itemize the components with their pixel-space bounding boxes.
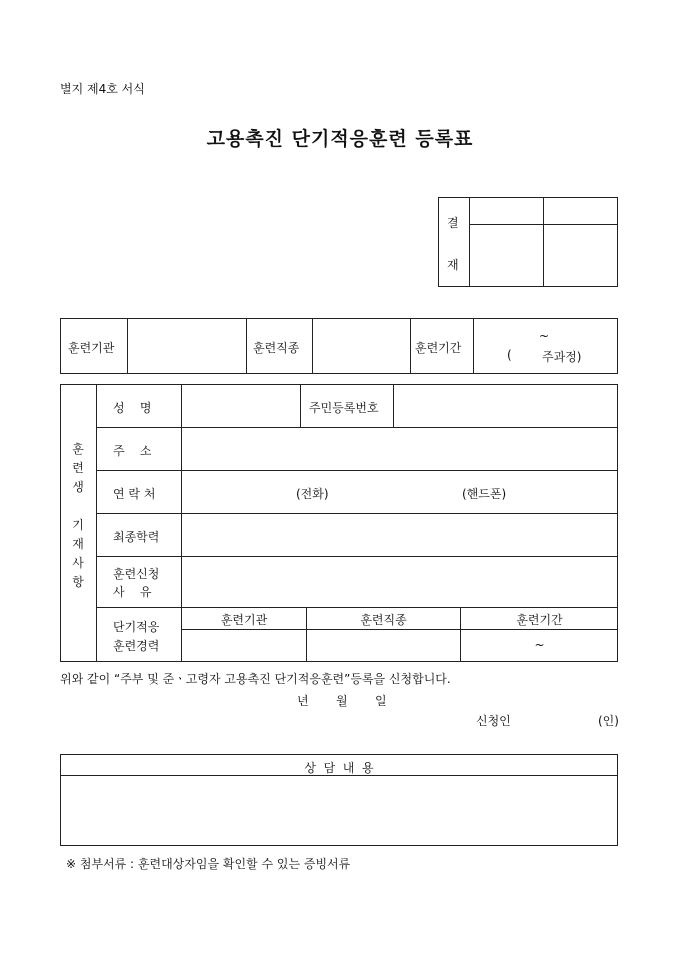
address-label: 주 소 bbox=[113, 444, 152, 458]
approval-sign-field-1[interactable] bbox=[470, 225, 542, 286]
consultation-header: 상 담 내 용 bbox=[304, 761, 374, 775]
application-reason-label-1: 훈련신청 bbox=[113, 567, 160, 581]
document-title: 고용촉진 단기적응훈련 등록표 bbox=[206, 128, 474, 150]
training-occupation-label: 훈련직종 bbox=[253, 341, 300, 355]
name-field[interactable] bbox=[182, 385, 299, 426]
education-label: 최종학력 bbox=[113, 530, 160, 544]
mobile-field[interactable] bbox=[340, 471, 458, 512]
address-field[interactable] bbox=[182, 428, 617, 469]
history-institution-field[interactable] bbox=[182, 630, 305, 661]
applicant-label: 신청인 bbox=[476, 714, 511, 728]
application-reason-label-2: 사 유 bbox=[113, 585, 152, 599]
resident-number-field[interactable] bbox=[394, 385, 617, 426]
history-header-occupation: 훈련직종 bbox=[360, 613, 407, 627]
application-reason-field[interactable] bbox=[182, 557, 617, 606]
phone-field[interactable] bbox=[182, 471, 292, 512]
training-history-label-1: 단기적응 bbox=[113, 620, 160, 634]
phone-label: (전화) bbox=[296, 487, 329, 501]
name-label: 성 명 bbox=[113, 401, 152, 415]
approval-label-bottom: 재 bbox=[447, 258, 459, 272]
seal-label: (인) bbox=[598, 714, 619, 728]
training-period-weeks: 주과정) bbox=[542, 350, 582, 364]
declaration-text: 위와 같이 “주부 및 준ㆍ고령자 고용촉진 단기적응훈련”등록을 신청합니다. bbox=[60, 672, 451, 686]
date-day-label: 일 bbox=[375, 694, 387, 708]
approval-sign-field-2[interactable] bbox=[544, 225, 617, 286]
history-occupation-field[interactable] bbox=[307, 630, 459, 661]
training-institution-label: 훈련기관 bbox=[68, 341, 115, 355]
date-year-label: 년 bbox=[297, 694, 309, 708]
form-number-label: 별지 제4호 서식 bbox=[60, 82, 145, 96]
consultation-content-field[interactable] bbox=[61, 776, 617, 845]
history-header-institution: 훈련기관 bbox=[220, 613, 268, 627]
resident-number-label: 주민등록번호 bbox=[309, 401, 379, 415]
applicant-name-field[interactable] bbox=[520, 708, 590, 728]
history-period-tilde: ~ bbox=[534, 638, 545, 652]
training-period-tilde: ~ bbox=[539, 329, 550, 343]
training-occupation-field[interactable] bbox=[313, 319, 409, 373]
attachment-note: ※ 첨부서류 : 훈련대상자임을 확인할 수 있는 증빙서류 bbox=[66, 857, 351, 871]
education-field[interactable] bbox=[182, 514, 617, 555]
history-header-period: 훈련기간 bbox=[516, 613, 563, 627]
trainee-section-side-label: 훈 련 생 기 재 사 항 bbox=[72, 442, 84, 589]
training-institution-field[interactable] bbox=[128, 319, 245, 373]
training-history-label-2: 훈련경력 bbox=[113, 639, 160, 653]
mobile-label: (핸드폰) bbox=[462, 487, 507, 501]
approval-label-top: 결 bbox=[447, 216, 459, 230]
contact-label: 연 락 처 bbox=[113, 487, 156, 501]
date-month-label: 월 bbox=[336, 694, 348, 708]
training-period-label: 훈련기간 bbox=[415, 341, 462, 355]
training-period-paren: ( bbox=[507, 348, 512, 362]
